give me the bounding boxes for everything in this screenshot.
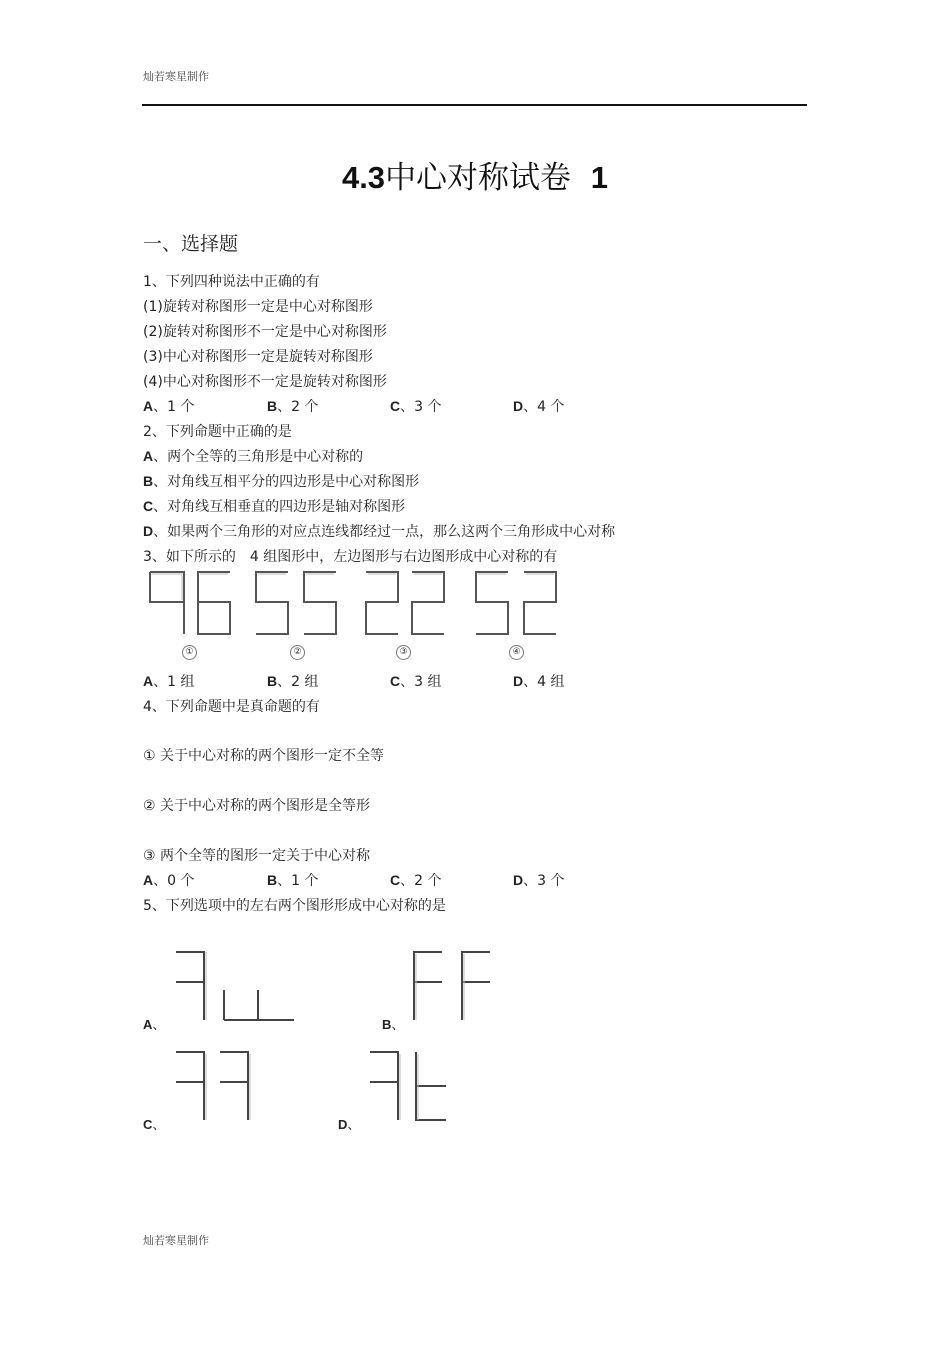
q3-option-d: D、4 组: [513, 673, 565, 690]
page-header: 灿若寒星制作: [143, 70, 209, 83]
q2-option-b: B、对角线互相平分的四边形是中心对称图形: [143, 473, 420, 490]
q2-option-c: C、对角线互相垂直的四边形是轴对称图形: [143, 498, 406, 515]
title-suffix: 1: [590, 160, 609, 195]
q3-option-a: A、1 组: [143, 673, 195, 690]
q4-option-b: B、1 个: [267, 872, 319, 889]
q1-option-d: D、4 个: [513, 398, 565, 415]
q1-line-4: (4)中心对称图形不一定是旋转对称图形: [143, 374, 387, 390]
page-title: [0, 152, 950, 197]
q4-line-3: ③ 两个全等的图形一定关于中心对称: [143, 848, 371, 864]
q5-label-c: C、: [143, 1117, 166, 1133]
q1-option-b: B、2 个: [267, 398, 319, 415]
q1-option-c: C、3 个: [390, 398, 442, 415]
q1-line-2: (2)旋转对称图形不一定是中心对称图形: [143, 324, 387, 340]
q3-stem: 3、如下所示的 4 组图形中，左边图形与右边图形成中心对称的有: [143, 549, 558, 565]
q3-figure-label-1: ①: [182, 645, 197, 660]
q5-label-a: A、: [143, 1017, 166, 1033]
header-rule: [142, 104, 807, 106]
q2-option-d: D、如果两个三角形的对应点连线都经过一点，那么这两个三角形成中心对称: [143, 523, 616, 540]
title-number: 4.3: [341, 160, 386, 195]
page-footer: 灿若寒星制作: [143, 1234, 209, 1247]
q5-stem: 5、下列选项中的左右两个图形形成中心对称的是: [143, 898, 446, 914]
q5-figure-d: [364, 1046, 454, 1126]
q1-line-3: (3)中心对称图形一定是旋转对称图形: [143, 349, 373, 365]
q4-option-d: D、3 个: [513, 872, 565, 889]
q4-option-c: C、2 个: [390, 872, 442, 889]
q4-line-1: ① 关于中心对称的两个图形一定不全等: [143, 748, 384, 764]
q5-label-b: B、: [382, 1017, 405, 1033]
q4-stem: 4、下列命题中是真命题的有: [143, 699, 320, 715]
q3-figure-label-2: ②: [290, 645, 305, 660]
title-text: 中心对称试卷: [385, 160, 572, 196]
q4-line-2: ② 关于中心对称的两个图形是全等形: [143, 798, 371, 814]
q3-digit-figures: [140, 568, 570, 640]
q3-figure-label-4: ④: [509, 645, 524, 660]
q5-label-d: D、: [338, 1117, 361, 1133]
q1-option-a: A、1 个: [143, 398, 195, 415]
q1-line-1: (1)旋转对称图形一定是中心对称图形: [143, 299, 373, 315]
q3-option-c: C、3 组: [390, 673, 442, 690]
q5-figure-b: [406, 946, 496, 1026]
q3-option-b: B、2 组: [267, 673, 319, 690]
q3-figure-label-3: ③: [396, 645, 411, 660]
q2-stem: 2、下列命题中正确的是: [143, 424, 292, 440]
q2-option-a: A、两个全等的三角形是中心对称的: [143, 448, 364, 465]
q1-stem: 1、下列四种说法中正确的有: [143, 274, 320, 290]
section-heading: 一、选择题: [143, 233, 239, 255]
q5-figure-c: [170, 1046, 260, 1126]
q5-figure-a: [170, 946, 300, 1026]
q4-option-a: A、0 个: [143, 872, 195, 889]
